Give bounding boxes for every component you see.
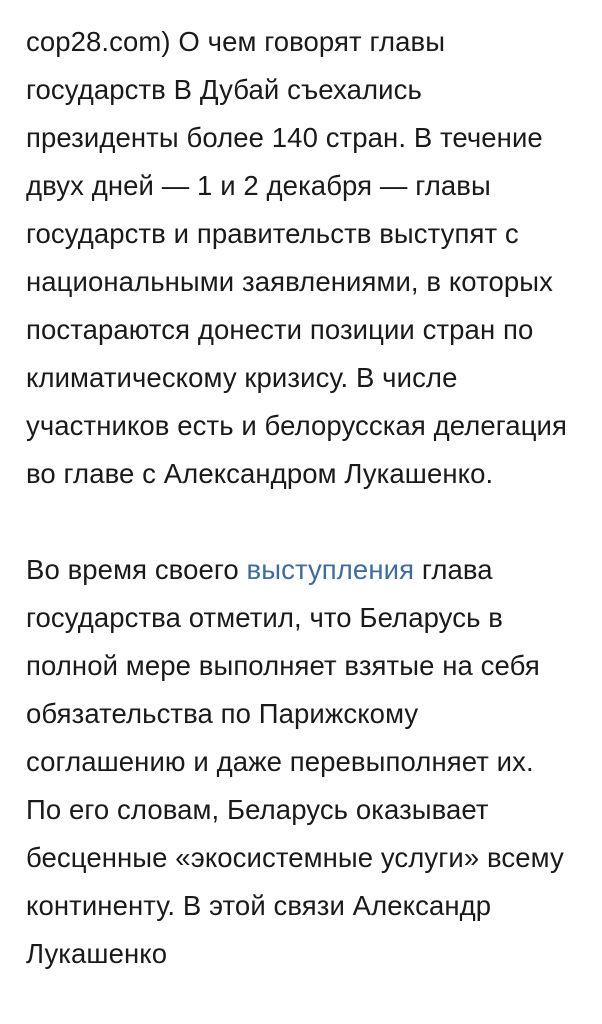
paragraph-2 bbox=[26, 546, 576, 978]
text-run: глава государства отметил, что Беларусь в полной мере выполняет взятые на себя обязательства по Парижскому соглашению и даже перевыполняет их. По его словам, Беларусь оказывает бесценные «экосистемные услуги» всему континенту. В этой связи Александр Лукашенко bbox=[26, 554, 564, 969]
text-run: cop28.com) О чем говорят главы государств В Дубай съехались президенты более 140 стран. В течение двух дней — 1 и 2 декабря — главы государств и правительств выступят с национальными заявлениями, в которых постараются донести позиции стран по климатическому кризису. В числе участников есть и белорусская делегация во главе с Александром Лукашенко. bbox=[26, 26, 568, 489]
inline-link-vystupleniya[interactable]: выступления bbox=[246, 554, 415, 585]
text-run: Во время своего bbox=[26, 554, 247, 585]
paragraph-1 bbox=[26, 18, 576, 498]
